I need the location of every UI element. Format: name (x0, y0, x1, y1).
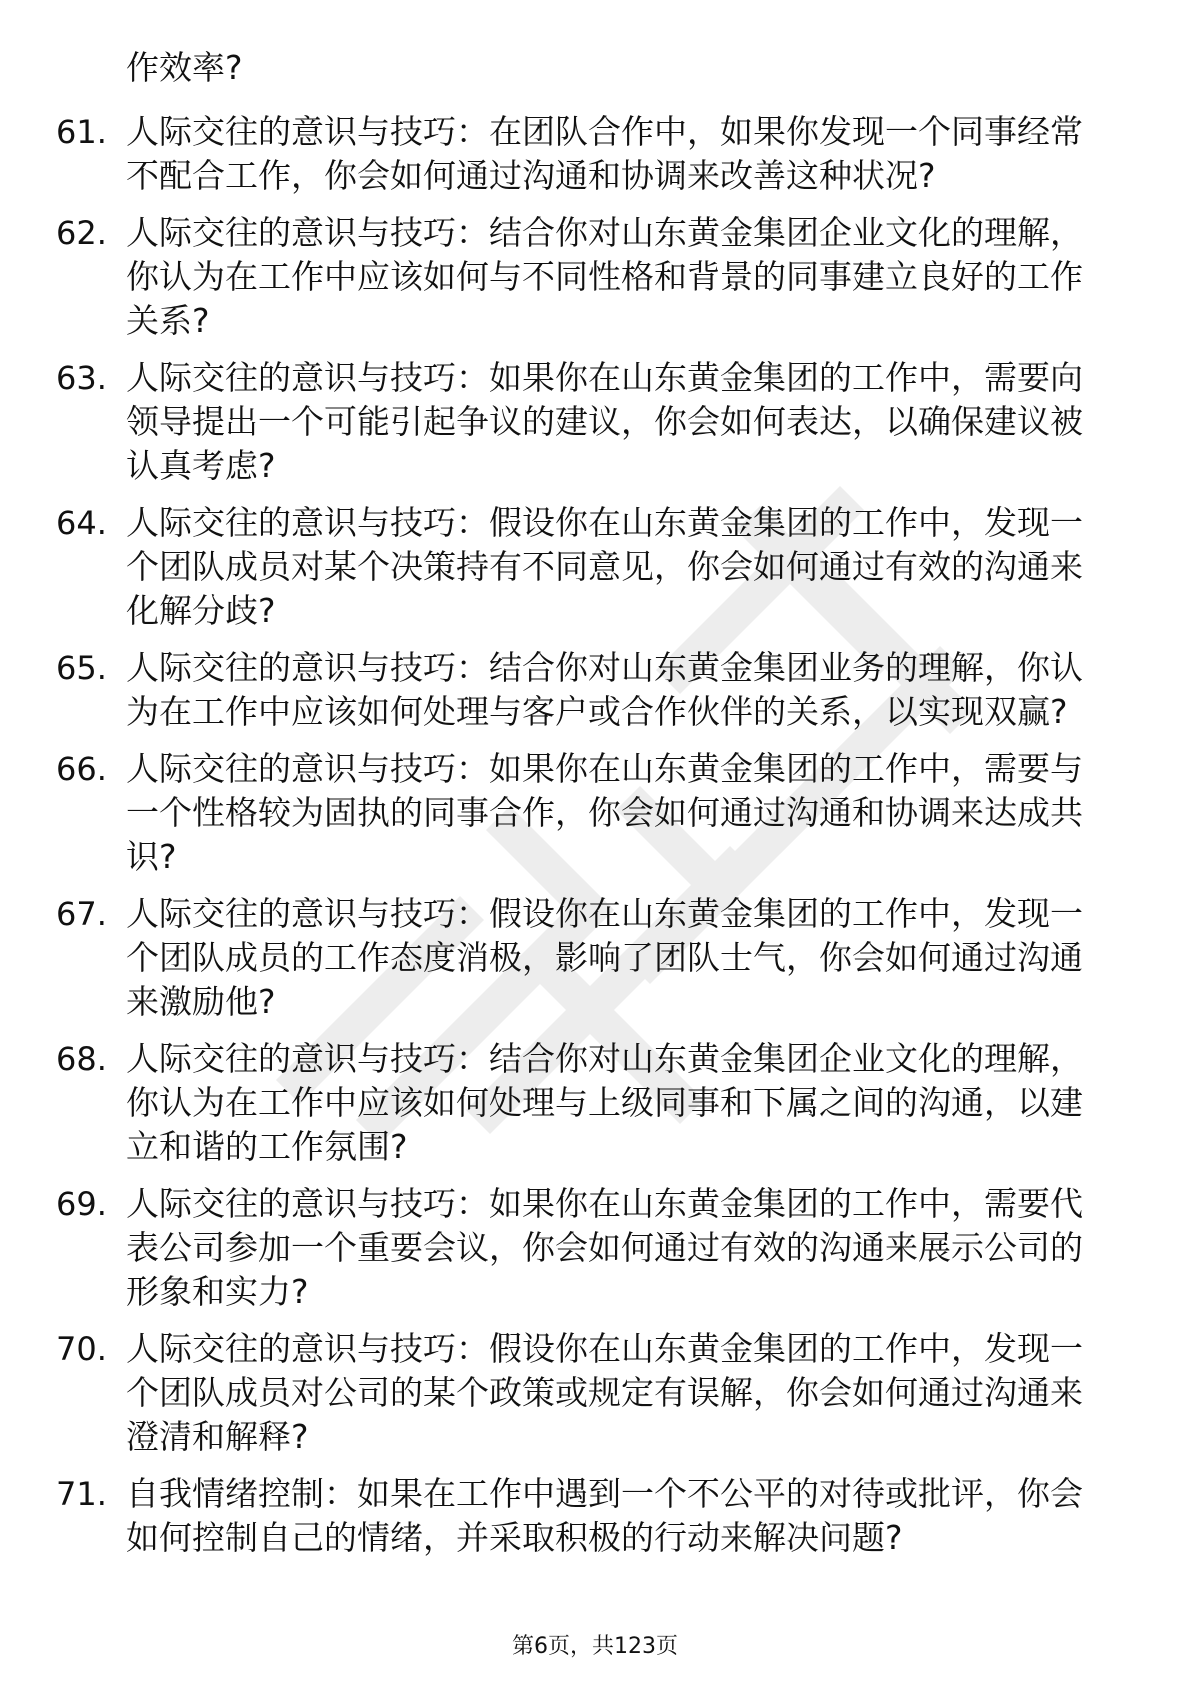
question-text: 人际交往的意识与技巧：在团队合作中，如果你发现一个同事经常不配合工作，你会如何通过沟通和协调来改善这种状况? (126, 112, 1083, 195)
list-item (0, 211, 1190, 343)
question-text: 自我情绪控制：如果在工作中遇到一个不公平的对待或批评，你会如何控制自己的情绪，并采取积极的行动来解决问题? (126, 1474, 1083, 1557)
list-item (0, 1327, 1190, 1459)
question-number: 61. (56, 113, 107, 151)
list-item (0, 1472, 1190, 1560)
list-item (0, 501, 1190, 633)
question-text: 人际交往的意识与技巧：结合你对山东黄金集团企业文化的理解，你认为在工作中应该如何处理与上级同事和下属之间的沟通，以建立和谐的工作氛围? (126, 1039, 1083, 1166)
list-item (0, 1037, 1190, 1169)
question-number: 65. (56, 649, 107, 687)
question-number: 68. (56, 1040, 107, 1078)
question-number: 64. (56, 504, 107, 542)
list-item (0, 747, 1190, 879)
question-number: 69. (56, 1185, 107, 1223)
question-text: 人际交往的意识与技巧：假设你在山东黄金集团的工作中，发现一个团队成员对公司的某个政策或规定有误解，你会如何通过沟通来澄清和解释? (126, 1329, 1083, 1456)
list-item (0, 646, 1190, 734)
question-text: 人际交往的意识与技巧：假设你在山东黄金集团的工作中，发现一个团队成员的工作态度消极，影响了团队士气，你会如何通过沟通来激励他? (126, 894, 1083, 1021)
question-number: 70. (56, 1330, 107, 1368)
question-text: 人际交往的意识与技巧：如果你在山东黄金集团的工作中，需要与一个性格较为固执的同事合作，你会如何通过沟通和协调来达成共识? (126, 749, 1083, 876)
list-item (0, 356, 1190, 488)
question-text: 人际交往的意识与技巧：如果你在山东黄金集团的工作中，需要向领导提出一个可能引起争议的建议，你会如何表达，以确保建议被认真考虑? (126, 358, 1083, 485)
question-number: 66. (56, 750, 107, 788)
question-list (0, 110, 1190, 1573)
list-item (0, 110, 1190, 198)
question-number: 67. (56, 895, 107, 933)
list-item (0, 1182, 1190, 1314)
question-text: 人际交往的意识与技巧：如果你在山东黄金集团的工作中，需要代表公司参加一个重要会议，你会如何通过有效的沟通来展示公司的形象和实力? (126, 1184, 1083, 1311)
question-text: 人际交往的意识与技巧：结合你对山东黄金集团企业文化的理解，你认为在工作中应该如何与不同性格和背景的同事建立良好的工作关系? (126, 213, 1083, 340)
question-text: 人际交往的意识与技巧：结合你对山东黄金集团业务的理解，你认为在工作中应该如何处理与客户或合作伙伴的关系，以实现双赢? (126, 648, 1083, 731)
page-footer: 第6页，共123页 (512, 1634, 678, 1659)
question-number: 63. (56, 359, 107, 397)
question-text: 人际交往的意识与技巧：假设你在山东黄金集团的工作中，发现一个团队成员对某个决策持有不同意见，你会如何通过有效的沟通来化解分歧? (126, 503, 1083, 630)
question-number: 71. (56, 1475, 107, 1513)
continuation-text: 作效率? (126, 48, 243, 87)
question-number: 62. (56, 214, 107, 252)
list-item (0, 892, 1190, 1024)
